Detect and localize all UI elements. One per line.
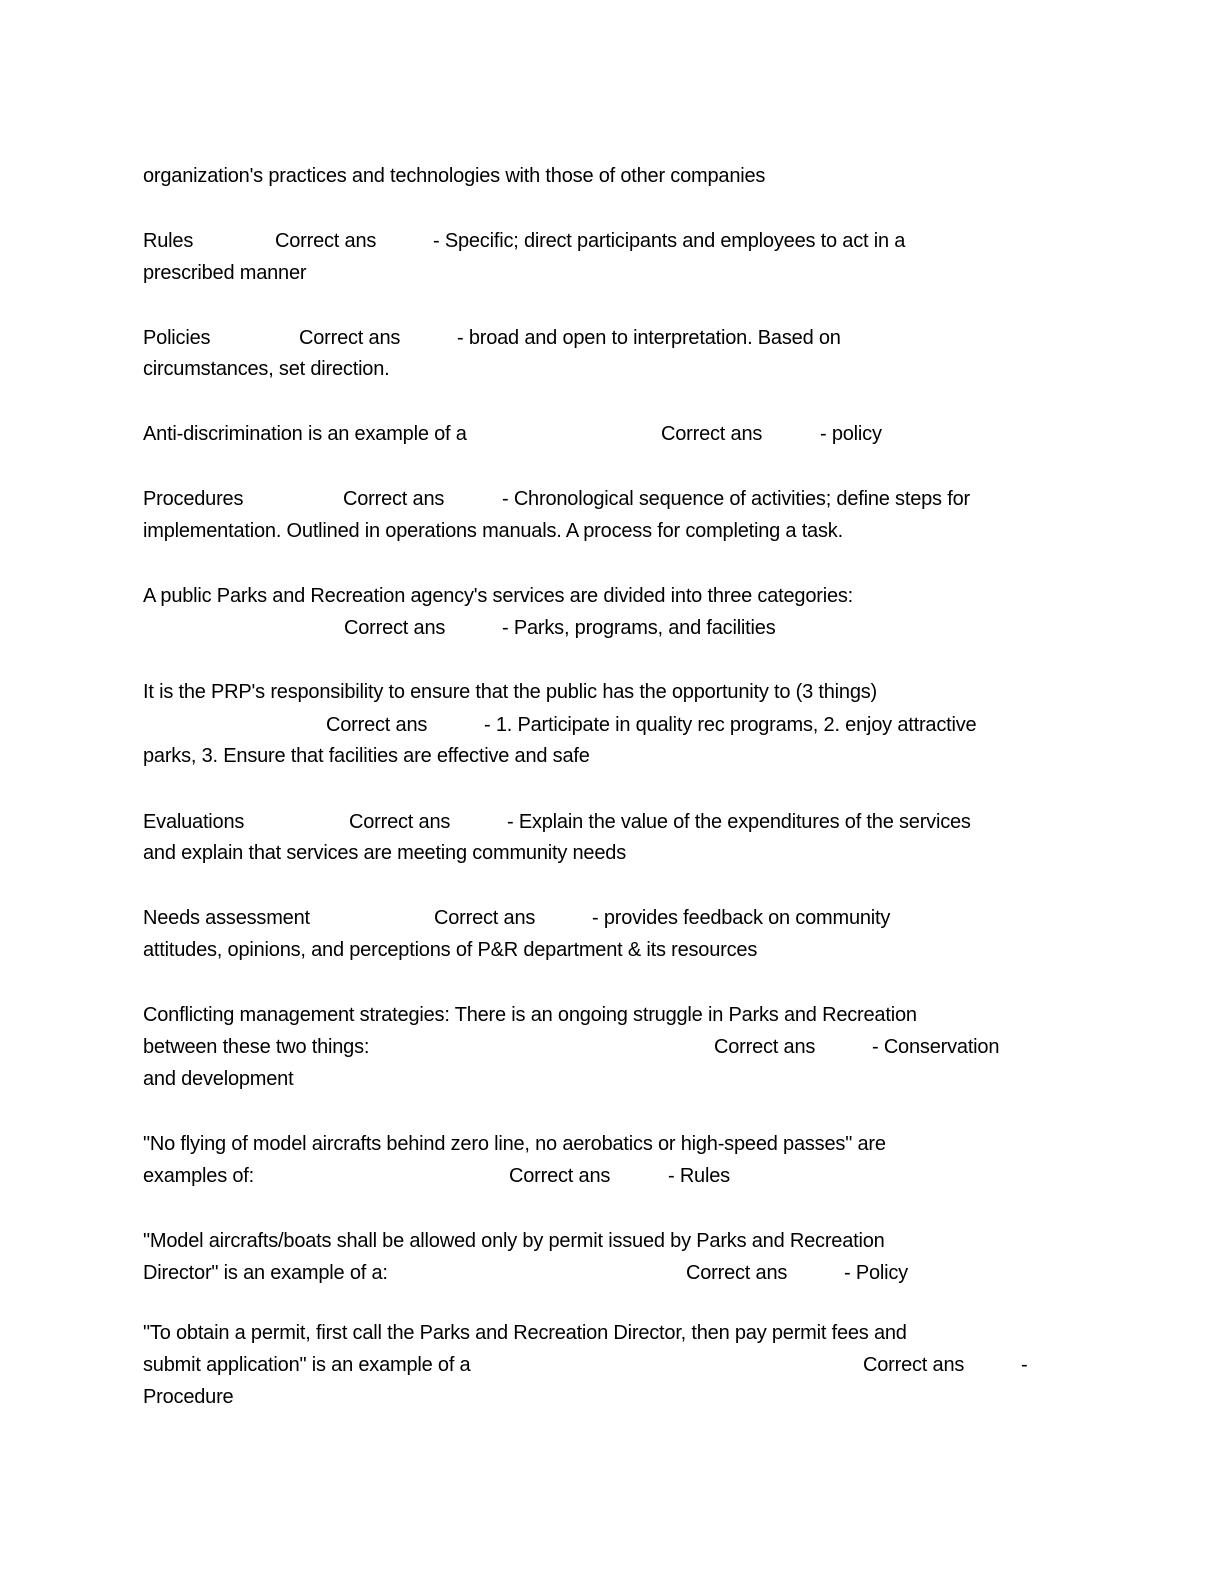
answer-marker: Correct ans xyxy=(349,811,451,833)
answer-marker: Correct ans xyxy=(434,907,536,929)
answer-text: - policy xyxy=(820,423,882,445)
answer-text: - Rules xyxy=(668,1165,730,1187)
answer-text: - Parks, programs, and facilities xyxy=(502,617,776,639)
term-label: Procedures xyxy=(143,488,244,510)
question-text: A public Parks and Recreation agency's services are divided into three categories: xyxy=(143,585,854,607)
text-line: parks, 3. Ensure that facilities are effective and safe xyxy=(143,745,590,767)
answer-marker: Correct ans xyxy=(299,327,401,349)
answer-marker: Correct ans xyxy=(509,1165,611,1187)
question-text: "No flying of model aircrafts behind zero line, no aerobatics or high-speed passes" are xyxy=(143,1133,886,1155)
question-text: submit application" is an example of a xyxy=(143,1354,471,1376)
text-line: Procedure xyxy=(143,1386,234,1408)
answer-text: - 1. Participate in quality rec programs, 2. enjoy attractive xyxy=(484,714,977,736)
answer-marker: Correct ans xyxy=(343,488,445,510)
answer-text: - Chronological sequence of activities; define steps for xyxy=(502,488,970,510)
question-text: It is the PRP's responsibility to ensure that the public has the opportunity to (3 things) xyxy=(143,681,878,703)
answer-text: - Policy xyxy=(844,1262,908,1284)
answer-marker: Correct ans xyxy=(863,1354,965,1376)
text-line: organization's practices and technologies with those of other companies xyxy=(143,165,766,187)
term-label: Rules xyxy=(143,230,194,252)
question-text: "To obtain a permit, first call the Parks and Recreation Director, then pay permit fees and xyxy=(143,1322,907,1344)
answer-marker: Correct ans xyxy=(344,617,446,639)
answer-text: - broad and open to interpretation. Based on xyxy=(457,327,841,349)
question-text: examples of: xyxy=(143,1165,254,1187)
answer-marker: Correct ans xyxy=(714,1036,816,1058)
answer-text: - Specific; direct participants and employees to act in a xyxy=(433,230,906,252)
term-label: Needs assessment xyxy=(143,907,310,929)
term-label: Evaluations xyxy=(143,811,245,833)
answer-text: - Explain the value of the expenditures of the services xyxy=(507,811,971,833)
answer-text: - xyxy=(1021,1354,1028,1376)
answer-marker: Correct ans xyxy=(275,230,377,252)
text-line: prescribed manner xyxy=(143,262,307,284)
answer-text: - Conservation xyxy=(872,1036,1000,1058)
answer-marker: Correct ans xyxy=(686,1262,788,1284)
text-line: and development xyxy=(143,1068,294,1090)
answer-marker: Correct ans xyxy=(326,714,428,736)
answer-marker: Correct ans xyxy=(661,423,763,445)
question-text: between these two things: xyxy=(143,1036,370,1058)
question-text: Conflicting management strategies: There is an ongoing struggle in Parks and Recreation xyxy=(143,1004,917,1026)
text-line: and explain that services are meeting community needs xyxy=(143,842,626,864)
question-text: Director" is an example of a: xyxy=(143,1262,388,1284)
question-text: Anti-discrimination is an example of a xyxy=(143,423,467,445)
text-line: implementation. Outlined in operations manuals. A process for completing a task. xyxy=(143,520,843,542)
text-line: circumstances, set direction. xyxy=(143,358,390,380)
question-text: "Model aircrafts/boats shall be allowed only by permit issued by Parks and Recreation xyxy=(143,1230,885,1252)
answer-text: - provides feedback on community xyxy=(592,907,891,929)
text-line: attitudes, opinions, and perceptions of P&R department & its resources xyxy=(143,939,758,961)
term-label: Policies xyxy=(143,327,211,349)
